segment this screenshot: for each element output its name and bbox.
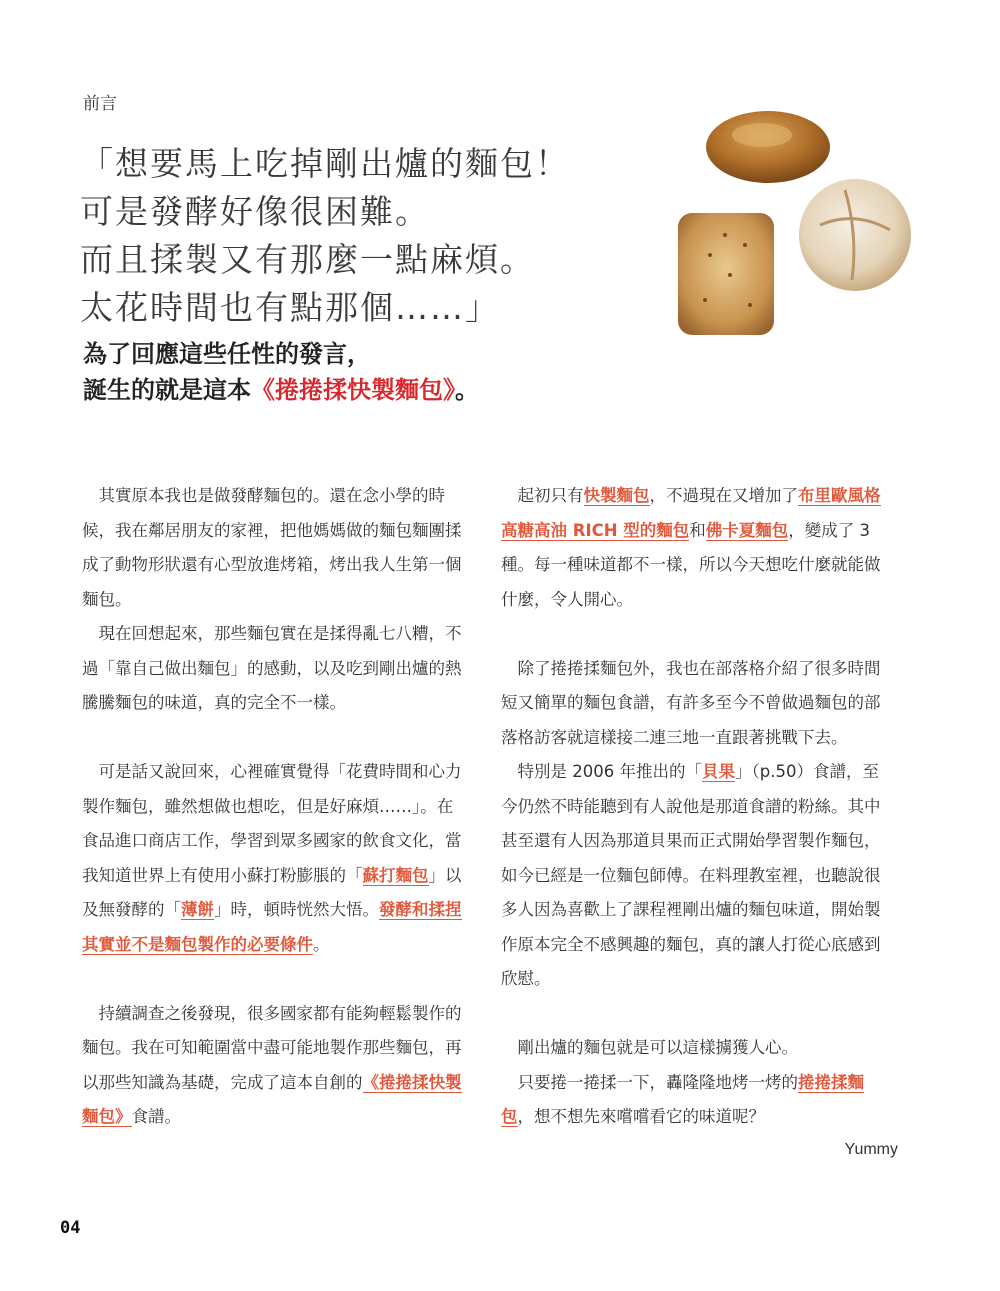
paragraph — [501, 479, 886, 617]
signature: Yummy — [844, 1141, 898, 1158]
paragraph: 剛出爐的麵包就是可以這樣擄獲人心。 — [517, 1038, 798, 1057]
highlight-term: 佛卡夏麵包 — [705, 520, 789, 540]
paragraph-text: ，變成了 3 種。每一種味道都不一樣，所以今天想吃什麼就能做什麼，令人開心。 — [501, 520, 881, 609]
paragraph — [501, 1066, 886, 1135]
paragraph-text: 持續調查之後發現，很多國家都有能夠輕鬆製作的麵包。我在可知範圍當中盡可能地製作那些麵包，再以那些知識為基礎，完成了這本自創的 — [82, 1003, 462, 1092]
golden-roll — [706, 111, 830, 183]
subhead-line-2 — [83, 372, 479, 408]
paragraph-text: ，不過現在又增加了 — [649, 486, 798, 505]
paragraph-text: 起初只有 — [517, 486, 584, 505]
paragraph-text: 食譜。 — [131, 1107, 181, 1126]
paragraph-text: 」（p.50）食譜，至今仍然不時能聽到有人說他是那道食譜的粉絲。其中甚至還有人因為那道貝果而正式開始學習製作麵包，如今已經是一位麵包師傅。在料理教室裡，也聽說很多人因為喜歡上了課程裡剛出爐的麵包味道，開始製作原本完全不感興趣的麵包，真的讓人打從心底感到欣慰。 — [501, 762, 881, 988]
highlight-term: 蘇打麵包 — [362, 865, 429, 885]
section-label: 前言 — [83, 94, 117, 114]
subhead — [83, 336, 479, 408]
paragraph-text: 和 — [689, 520, 706, 540]
subhead-text: 誕生的就是這本 — [83, 376, 251, 404]
highlight-term: 快製麵包 — [583, 486, 650, 505]
flat-bread — [678, 213, 774, 335]
highlight-term: 薄餅 — [181, 900, 214, 919]
highlight-term: 《捲捲揉快製麵包》 — [82, 1072, 462, 1126]
left-column — [82, 479, 467, 1135]
subhead-line-1: 為了回應這些任性的發言， — [83, 340, 371, 368]
paragraph — [82, 997, 467, 1135]
paragraph-text: ，想不想先來嚐嚐看它的味道呢？ — [517, 1107, 765, 1126]
paragraph-text: 。 — [313, 934, 330, 954]
paragraph: 現在回想起來，那些麵包實在是揉得亂七八糟，不過「靠自己做出麵包」的感動，以及吃到剛出爐的熱騰騰麵包的味道，真的完全不一樣。 — [82, 624, 462, 712]
paragraph-text: 特別是 2006 年推出的「 — [517, 762, 702, 781]
paragraph: 其實原本我也是做發酵麵包的。還在念小學的時候，我在鄰居朋友的家裡，把他媽媽做的麵包麵團揉成了動物形狀還有心型放進烤箱，烤出我人生第一個麵包。 — [82, 486, 462, 609]
book-title: 《捲捲揉快製麵包》 — [251, 376, 455, 404]
highlight-term: 布里歐風格高糖高油 RICH 型的麵包 — [501, 486, 881, 540]
highlight-term: 捲捲揉麵包 — [501, 1072, 864, 1126]
paragraph: 除了捲捲揉麵包外，我也在部落格介紹了很多時間短又簡單的麵包食譜，有許多至今不曾做過麵包的部落格訪客就這樣接二連三地一直跟著挑戰下去。 — [501, 658, 881, 747]
paragraph — [82, 755, 467, 962]
page-number: 04 — [60, 1218, 81, 1238]
highlight-term: 貝果 — [701, 762, 735, 781]
paragraph-text: 」時，頓時恍然大悟。 — [214, 900, 379, 919]
bread-photos — [670, 105, 920, 345]
right-column — [501, 479, 886, 1135]
highlight-term: 發酵和揉捏其實並不是麵包製作的必要條件 — [82, 900, 462, 954]
subhead-period: 。 — [455, 376, 479, 404]
paragraph — [501, 755, 886, 997]
paragraph-text: 只要捲一捲揉一下，轟隆隆地烤一烤的 — [517, 1072, 798, 1092]
round-bread — [799, 179, 911, 291]
headline-quote: 「想要馬上吃掉剛出爐的麵包！ 可是發酵好像很困難。 而且揉製又有那麼一點麻煩。 太花時間也有點那個……」 — [80, 144, 570, 327]
paragraph-text: 」以及無發酵的「 — [82, 865, 462, 919]
paragraph-text: 可是話又說回來，心裡確實覺得「花費時間和心力製作麵包，雖然想做也想吃，但是好麻煩……」。在食品進口商店工作，學習到眾多國家的飲食文化，當我知道世界上有使用小蘇打粉膨脹的「 — [82, 762, 462, 885]
